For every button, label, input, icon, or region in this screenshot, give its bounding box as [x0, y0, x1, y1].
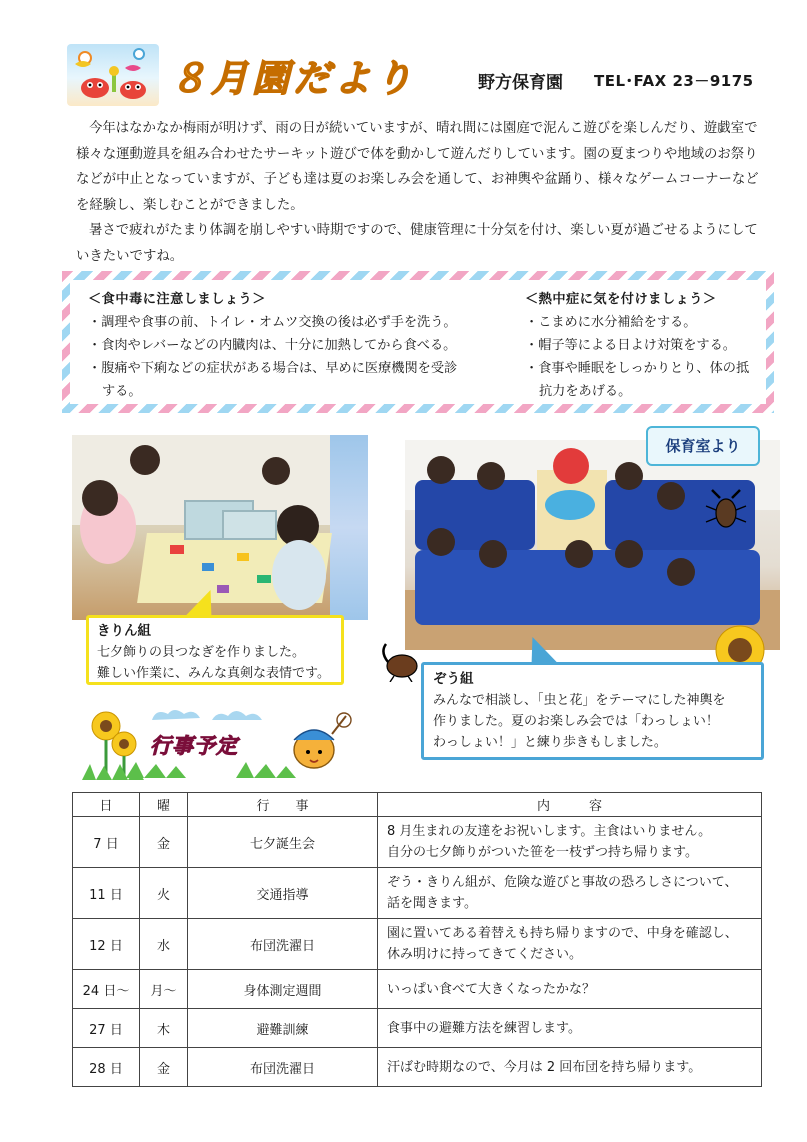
header-event: 行 事 [188, 793, 378, 817]
kirin-caption-line: 七夕飾りの貝つなぎを作りました。 [97, 645, 306, 660]
newsletter-title: ８月園だより [170, 57, 416, 100]
row-day: 24 日～ [73, 970, 140, 1009]
intro-paragraph: 今年はなかなか梅雨が明けず、雨の日が続いていますが、晴れ間には園庭で泥んこ遊びを楽しんだり、遊戯室で様々な運動遊具を組み合わせたサーキット遊びで体を動かして遊んだりしています。園の夏まつりや地域のお祭りなどが中止となっていますが、子ども達は夏のお楽しみ会を通して、お神輿や盆踊り、様々なゲームコーナーなどを経験し、楽しむことができました。 [76, 121, 759, 213]
row-detail [378, 817, 762, 868]
zou-class-caption [421, 662, 764, 760]
event-schedule-table [72, 792, 762, 1087]
row-detail-line: 園に置いてある着替えも持ち帰りますので、中身を確認し、 [387, 926, 738, 941]
header-day: 日 [73, 793, 140, 817]
intro-text [76, 116, 766, 269]
food-poisoning-item: ・ 食肉やレバーなどの内臓肉は、十分に加熱してから食べる。 [88, 334, 508, 357]
contact-number: TEL･FAX 23－9175 [594, 72, 754, 90]
row-weekday: 火 [140, 868, 188, 919]
zou-caption-line: 作りました。夏のお楽しみ会では「わっしょい！ [433, 714, 719, 729]
stag-beetle-icon [702, 488, 750, 534]
food-poisoning-item: ・ 調理や食事の前、トイレ・オムツ交換の後は必ず手を洗う。 [88, 311, 508, 334]
row-detail [378, 868, 762, 919]
row-weekday: 木 [140, 1009, 188, 1048]
zou-caption-line: わっしょい！」と練り歩きもしました。 [433, 735, 667, 750]
row-detail: いっぱい食べて大きくなったかな？ [378, 970, 762, 1009]
grass-icon [126, 758, 296, 782]
row-detail: 汗ばむ時期なので、今月は 2 回布団を持ち帰ります。 [378, 1048, 762, 1087]
table-header-row [73, 793, 762, 817]
row-weekday: 水 [140, 919, 188, 970]
row-event: 避難訓練 [188, 1009, 378, 1048]
food-poisoning-section [88, 288, 508, 403]
zou-class-label: ぞう組 [433, 671, 474, 687]
table-row [73, 868, 762, 919]
row-detail-line: ぞう・きりん組が、危険な遊びと事故の恐ろしさについて、 [387, 875, 738, 890]
row-day: 7 日 [73, 817, 140, 868]
row-weekday: 金 [140, 1048, 188, 1087]
heatstroke-section [525, 288, 775, 403]
heatstroke-item: ・ 食事や睡眠をしっかりとり、体の抵抗力をあげる。 [525, 357, 761, 403]
table-row [73, 919, 762, 970]
crab-fish-illustration-icon [67, 44, 159, 106]
row-event: 七夕誕生会 [188, 817, 378, 868]
heatstroke-item: ・ 帽子等による日よけ対策をする。 [525, 334, 775, 357]
table-row [73, 1009, 762, 1048]
row-day: 12 日 [73, 919, 140, 970]
row-detail [378, 919, 762, 970]
cloud-icon [148, 704, 268, 728]
kirin-caption-line: 難しい作業に、みんな真剣な表情です。 [97, 666, 330, 681]
row-detail-line: 自分の七夕飾りがついた笹を一枝ずつ持ち帰ります。 [387, 845, 698, 860]
row-detail-line: 8 月生まれの友達をお祝いします。主食はいりません。 [387, 824, 712, 839]
schedule-heading: 行事予定 [150, 734, 238, 758]
row-event: 身体測定週間 [188, 970, 378, 1009]
row-day: 27 日 [73, 1009, 140, 1048]
heatstroke-title: ＜熱中症に気を付けましょう＞ [525, 292, 717, 307]
header-details: 内 容 [378, 793, 762, 817]
zou-caption-line: みんなで相談し、「虫と花」をテーマにした神輿を [433, 693, 726, 708]
row-weekday: 金 [140, 817, 188, 868]
table-row [73, 817, 762, 868]
health-info-box [62, 271, 774, 413]
row-day: 11 日 [73, 868, 140, 919]
food-poisoning-title: ＜食中毒に注意しましょう＞ [88, 292, 266, 307]
rhinoceros-beetle-icon [378, 640, 424, 686]
row-detail-line: 休み明けに持ってきてください。 [387, 947, 583, 962]
row-event: 布団洗濯日 [188, 919, 378, 970]
header-illustration [67, 44, 159, 106]
row-day: 28 日 [73, 1048, 140, 1087]
table-row [73, 970, 762, 1009]
zou-class-photo [405, 440, 780, 650]
nursery-report-heading: 保育室より [646, 426, 760, 466]
row-detail: 食事中の避難方法を練習します。 [378, 1009, 762, 1048]
header-weekday: 曜 [140, 793, 188, 817]
row-detail-line: 話を聞きます。 [387, 896, 477, 911]
row-event: 交通指導 [188, 868, 378, 919]
table-row [73, 1048, 762, 1087]
row-event: 布団洗濯日 [188, 1048, 378, 1087]
kirin-class-caption [86, 615, 344, 685]
heatstroke-item: ・ こまめに水分補給をする。 [525, 311, 775, 334]
intro-paragraph: 暑さで疲れがたまり体調を崩しやすい時期ですので、健康管理に十分気を付け、楽しい夏が過ごせるようにしていきたいですね。 [76, 223, 758, 264]
school-name: 野方保育園 [478, 73, 563, 93]
food-poisoning-item: ・ 腹痛や下痢などの症状がある場合は、早めに医療機関を受診する。 [88, 357, 468, 403]
child-with-net-icon [280, 712, 352, 782]
row-weekday: 月～ [140, 970, 188, 1009]
kirin-class-label: きりん組 [97, 623, 151, 639]
